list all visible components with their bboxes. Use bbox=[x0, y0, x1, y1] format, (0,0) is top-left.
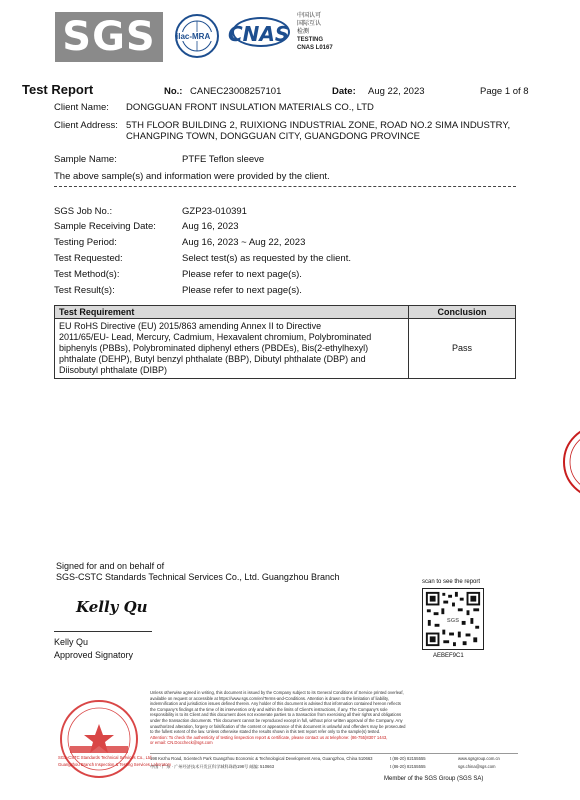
test-requirement-table bbox=[54, 305, 516, 379]
report-no-value: CANEC23008257101 bbox=[190, 86, 282, 97]
requirement-line: phthalate (DEHP), Butyl benzyl phthalate (BBP), Dibutyl phthalate (DBP) and bbox=[59, 354, 366, 364]
disclaimer-line: responsibility is to its Client and this document does not exonerate parties to a transaction from exercising all their rights and obligations bbox=[150, 712, 402, 718]
cert-line: TESTING bbox=[297, 37, 324, 43]
detail-value: Please refer to next page(s). bbox=[182, 269, 302, 280]
report-date-value: Aug 22, 2023 bbox=[368, 86, 425, 97]
signature-line bbox=[54, 631, 152, 632]
telephone: t (86-20) 82155555 bbox=[390, 756, 426, 761]
telephone: t (86-20) 82155555 bbox=[390, 764, 426, 769]
requirement-line: 2011/65/EU- Lead, Mercury, Cadmium, Hexavalent chromium, Polybrominated bbox=[59, 332, 372, 342]
page-number: Page 1 of 8 bbox=[480, 86, 529, 97]
qr-code-id: AEBEF9C1 bbox=[433, 653, 464, 659]
disclaimer-block bbox=[150, 690, 498, 746]
sample-name-value: PTFE Teflon sleeve bbox=[182, 154, 265, 165]
report-qr-code[interactable] bbox=[422, 588, 484, 650]
client-name-value: DONGGUAN FRONT INSULATION MATERIALS CO., LTD bbox=[126, 102, 374, 113]
client-address-line: 5TH FLOOR BUILDING 2, RUIXIONG INDUSTRIAL ZONE, ROAD NO.2 SIMA INDUSTRY, bbox=[126, 120, 511, 131]
side-seal-stamp bbox=[560, 422, 580, 502]
email-link[interactable]: sgs.china@sgs.com bbox=[458, 764, 496, 769]
report-no-label: No.: bbox=[164, 86, 183, 97]
cert-line: 中国认可 bbox=[297, 13, 322, 19]
requirement-line: Diisobutyl phthalate (DIBP) bbox=[59, 365, 168, 375]
footer-divider bbox=[150, 753, 518, 754]
detail-value: Aug 16, 2023 ~ Aug 22, 2023 bbox=[182, 237, 306, 248]
detail-label: Testing Period: bbox=[54, 237, 117, 248]
disclaimer-line: under the transaction documents. This document cannot be reproduced except in full, without prior written approval of the Company. Any bbox=[150, 717, 403, 723]
address-english: 198 Kezhu Road, Scientech Park Guangzhou Economic & Technological Development Area, Guangzhou, China 510663 bbox=[150, 756, 373, 761]
requirement-cell bbox=[55, 319, 409, 379]
sgs-group-member: Member of the SGS Group (SGS SA) bbox=[384, 776, 484, 782]
handwritten-signature: Kelly Qu bbox=[76, 598, 148, 616]
website-link[interactable]: www.sgsgroup.com.cn bbox=[458, 756, 500, 761]
company-seal-stamp bbox=[52, 694, 146, 784]
disclaimer-line: available on request or accessible at https://www.sgs.com/en/Terms-and-Conditions. Attention is drawn to the limitation of liability, bbox=[150, 695, 389, 701]
requirement-line: EU RoHS Directive (EU) 2015/863 amending Annex II to Directive bbox=[59, 321, 322, 331]
disclaimer-line: unauthorized alteration, forgery or falsification of the content or appearance of this document is unlawful and offenders may be prosecuted bbox=[150, 723, 406, 729]
attention-line: Attention: To check the authenticity of testing /inspection report & certificate, please contact us at telephone: (86-755)8307 1443, bbox=[150, 734, 388, 740]
detail-value: Please refer to next page(s). bbox=[182, 285, 302, 296]
disclaimer-line: Unless otherwise agreed in writing, this document is issued by the Company subject to its General Conditions of Service printed overleaf, bbox=[150, 690, 404, 695]
requirement-line: biphenyls (PBBs), Polybrominated diphenyl ethers (PBDEs), Bis(2-ethylhexyl) bbox=[59, 343, 369, 353]
sample-provided-note: The above sample(s) and information were provided by the client. bbox=[54, 171, 330, 182]
disclaimer-line: to the fullest extent of the law. Unless otherwise stated the results shown in this test report refer only to the sample(s) tested. bbox=[150, 729, 381, 735]
detail-value: Select test(s) as requested by the client. bbox=[182, 253, 351, 264]
table-row bbox=[55, 319, 516, 379]
seal-side-text: SGS-CSTC Standards Technical Services Co., Ltd. bbox=[58, 755, 153, 760]
col-test-requirement: Test Requirement bbox=[55, 306, 409, 319]
disclaimer-line: the Company's findings at the time of its intervention only and within the limits of Client's instructions, if any. The Company's sole bbox=[150, 706, 388, 712]
section-divider bbox=[54, 186, 516, 187]
report-date-label: Date: bbox=[332, 86, 356, 97]
detail-value: Aug 16, 2023 bbox=[182, 221, 239, 232]
signed-on-behalf-company: SGS-CSTC Standards Technical Services Co., Ltd. Guangzhou Branch bbox=[56, 572, 340, 582]
report-title: Test Report bbox=[22, 82, 94, 97]
detail-label: Test Result(s): bbox=[54, 285, 115, 296]
cert-line: 检测 bbox=[297, 29, 310, 35]
signatory-title: Approved Signatory bbox=[54, 650, 134, 660]
address-chinese: 中国 · 广东 · 广州经济技术开发区科学城科珠路198号 邮编: 510663 bbox=[150, 764, 275, 769]
signed-on-behalf-line: Signed for and on behalf of bbox=[56, 561, 165, 571]
seal-side-text: Guangzhou Branch Inspection & Testing Services Laboratory bbox=[58, 762, 172, 767]
detail-label: SGS Job No.: bbox=[54, 206, 113, 217]
cnas-logo: CNAS bbox=[228, 22, 290, 46]
detail-label: Test Method(s): bbox=[54, 269, 120, 280]
client-name-label: Client Name: bbox=[54, 102, 109, 113]
signatory-name: Kelly Qu bbox=[54, 637, 89, 647]
cert-line: 国际互认 bbox=[297, 21, 322, 27]
col-conclusion: Conclusion bbox=[409, 306, 516, 319]
ilac-mra-text: ilac-MRA bbox=[176, 32, 211, 41]
detail-value: GZP23-010391 bbox=[182, 206, 247, 217]
disclaimer-line: indemnification and jurisdiction issues defined therein. Any holder of this document is advised that information contained hereon reflects bbox=[150, 701, 401, 707]
qr-center-label: SGS bbox=[446, 617, 460, 624]
client-address-line: CHANGPING TOWN, DONGGUAN CITY, GUANGDONG PROVINCE bbox=[126, 131, 421, 142]
cert-line: CNAS L0167 bbox=[297, 45, 333, 51]
detail-label: Sample Receiving Date: bbox=[54, 221, 156, 232]
conclusion-cell: Pass bbox=[409, 319, 516, 379]
cnas-certificate-block bbox=[297, 12, 333, 52]
sample-name-label: Sample Name: bbox=[54, 154, 117, 165]
detail-label: Test Requested: bbox=[54, 253, 123, 264]
attention-email[interactable]: or email: CN.Doccheck@sgs.com bbox=[150, 740, 213, 746]
sgs-logo: SGS bbox=[55, 12, 163, 62]
qr-caption: scan to see the report bbox=[422, 579, 481, 585]
client-address-label: Client Address: bbox=[54, 120, 118, 131]
